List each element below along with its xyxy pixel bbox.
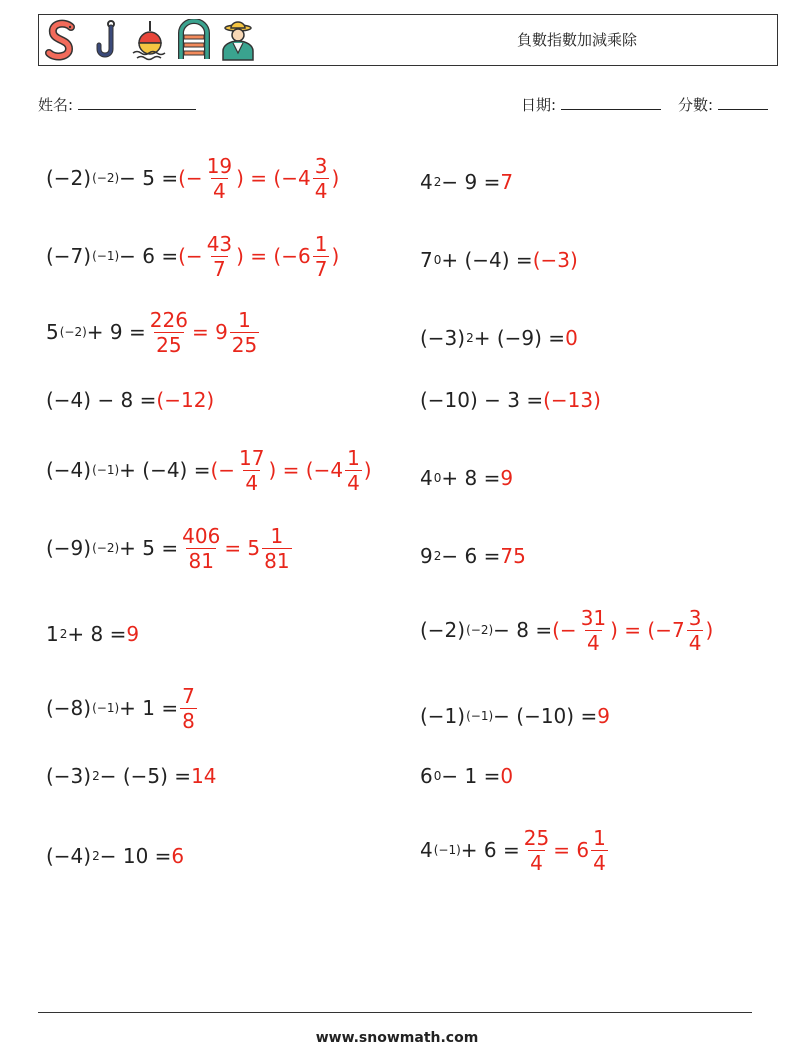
exponent: (−2) <box>92 171 120 185</box>
fraction-numerator: 406 <box>182 523 221 548</box>
expression-text: + (−4) = <box>441 248 533 272</box>
exponent: 2 <box>433 549 442 563</box>
fraction-denominator: 7 <box>314 256 328 281</box>
score-label: 分數: <box>678 96 714 114</box>
fraction-numerator: 226 <box>149 307 188 332</box>
answer-text: = 6 <box>553 838 590 862</box>
problem-left-9 <box>46 746 217 806</box>
problem-right-1 <box>420 152 513 212</box>
answer-text: ) = (−7 <box>610 618 685 642</box>
expression-text: + 8 = <box>67 622 127 646</box>
expression-text: (−4) <box>46 844 92 868</box>
answer-fraction <box>522 825 551 875</box>
fraction-numerator: 3 <box>688 605 702 630</box>
exponent: (−1) <box>433 843 461 857</box>
fraction-numerator: 1 <box>347 445 360 470</box>
exponent: (−1) <box>92 249 120 263</box>
answer-fraction <box>180 683 197 733</box>
expression-text: − 8 = <box>493 618 553 642</box>
expression-text: (−8) <box>46 696 92 720</box>
problem-left-6 <box>46 518 294 578</box>
answer-text: 9 <box>597 704 610 728</box>
fraction-numerator: 1 <box>238 307 251 332</box>
expression-text: 4 <box>420 170 433 194</box>
worksheet-title: 負數指數加減乘除 <box>517 31 638 49</box>
problem-right-3 <box>420 308 578 368</box>
exponent: 0 <box>433 471 442 485</box>
problem-left-4 <box>46 370 214 430</box>
answer-text: 14 <box>191 764 217 788</box>
expression-text: + 6 = <box>460 838 520 862</box>
answer-text: (− <box>178 244 203 268</box>
date-label: 日期: <box>521 96 557 114</box>
answer-text: = 9 <box>191 320 228 344</box>
fraction-denominator: 4 <box>593 850 606 875</box>
answer-text: (−13) <box>543 388 601 412</box>
problem-right-6 <box>420 526 526 586</box>
expression-text: + 5 = <box>119 536 179 560</box>
exponent: 2 <box>433 175 442 189</box>
problem-left-5 <box>46 440 372 500</box>
fraction-numerator: 1 <box>314 231 328 256</box>
fraction-numerator: 31 <box>580 605 607 630</box>
fraction-denominator: 25 <box>156 332 182 357</box>
fraction-denominator: 8 <box>182 708 195 733</box>
exponent: 2 <box>59 627 68 641</box>
exponent: (−1) <box>466 709 494 723</box>
problem-right-10 <box>420 820 610 880</box>
answer-fraction <box>591 825 608 875</box>
exponent: 2 <box>92 769 100 783</box>
fraction-denominator: 25 <box>231 332 258 357</box>
answer-fraction <box>345 445 362 495</box>
answer-text: = 5 <box>224 536 261 560</box>
answer-text: 0 <box>500 764 514 788</box>
footer-website: www.snowmath.com <box>315 1030 479 1046</box>
expression-text: (−3) <box>46 764 92 788</box>
answer-text: 75 <box>500 544 526 568</box>
expression-text: (−1) <box>420 704 466 728</box>
fraction-numerator: 25 <box>523 825 550 850</box>
fishing-float-icon <box>131 19 169 61</box>
fraction-numerator: 3 <box>314 153 328 178</box>
answer-text: 0 <box>565 326 578 350</box>
expression-text: (−2) <box>420 618 466 642</box>
answer-text: ) <box>363 458 372 482</box>
answer-fraction <box>262 523 291 573</box>
answer-text: ) = (−4 <box>236 166 311 190</box>
fraction-denominator: 4 <box>587 630 600 655</box>
fisherman-icon <box>219 19 257 61</box>
fraction-denominator: 4 <box>245 470 259 495</box>
answer-text: (−3) <box>532 248 578 272</box>
expression-text: (−10) − 3 = <box>420 388 544 412</box>
footer-divider <box>38 1012 752 1013</box>
fraction-numerator: 1 <box>593 825 606 850</box>
name-blank <box>78 95 196 110</box>
header-icons <box>43 19 257 63</box>
date-blank <box>561 95 661 110</box>
expression-text: + (−9) = <box>473 326 566 350</box>
expression-text: + 8 = <box>441 466 501 490</box>
fraction-denominator: 81 <box>264 548 290 573</box>
answer-fraction <box>579 605 608 655</box>
worksheet-header <box>38 14 778 66</box>
problem-right-7 <box>420 600 713 660</box>
expression-text: + 1 = <box>119 696 179 720</box>
fraction-denominator: 4 <box>314 178 328 203</box>
ladder-icon <box>175 19 213 61</box>
fraction-numerator: 19 <box>206 153 233 178</box>
problem-right-5 <box>420 448 513 508</box>
expression-text: − 1 = <box>441 764 501 788</box>
expression-text: 4 <box>420 466 433 490</box>
expression-text: (−3) <box>420 326 466 350</box>
problem-right-4 <box>420 370 601 430</box>
fraction-numerator: 43 <box>206 231 233 256</box>
expression-text: 7 <box>420 248 433 272</box>
expression-text: − 9 = <box>441 170 501 194</box>
exponent: (−1) <box>92 701 120 715</box>
answer-text: (− <box>178 166 203 190</box>
fraction-denominator: 4 <box>688 630 702 655</box>
expression-text: (−4) <box>46 458 92 482</box>
answer-fraction <box>237 445 266 495</box>
exponent: 0 <box>433 769 442 783</box>
answer-fraction <box>687 605 704 655</box>
expression-text: − 6 = <box>119 244 179 268</box>
exponent: 0 <box>433 253 442 267</box>
expression-text: 6 <box>420 764 433 788</box>
answer-text: ) <box>331 166 340 190</box>
expression-text: 1 <box>46 622 59 646</box>
exponent: (−2) <box>59 325 87 339</box>
answer-text: 9 <box>126 622 140 646</box>
answer-fraction <box>230 307 259 357</box>
expression-text: − 5 = <box>119 166 179 190</box>
exponent: 2 <box>92 849 100 863</box>
problem-left-3 <box>46 302 261 362</box>
exponent: (−2) <box>92 541 120 555</box>
fraction-denominator: 4 <box>530 850 543 875</box>
expression-text: − (−5) = <box>99 764 192 788</box>
answer-fraction <box>313 153 330 203</box>
answer-text: ) = (−6 <box>236 244 311 268</box>
expression-text: − (−10) = <box>493 704 598 728</box>
answer-fraction <box>205 153 234 203</box>
expression-text: − 6 = <box>441 544 501 568</box>
problem-left-7 <box>46 604 139 664</box>
answer-fraction <box>205 231 234 281</box>
exponent: 2 <box>466 331 474 345</box>
problem-right-9 <box>420 746 513 806</box>
problem-left-2 <box>46 226 339 286</box>
answer-text: (− <box>552 618 577 642</box>
score-field <box>678 94 768 115</box>
expression-text: (−9) <box>46 536 92 560</box>
answer-fraction <box>148 307 190 357</box>
worm-icon <box>43 19 81 61</box>
expression-text: 4 <box>420 838 433 862</box>
expression-text: − 10 = <box>99 844 172 868</box>
expression-text: (−7) <box>46 244 92 268</box>
problem-left-10 <box>46 826 184 886</box>
fraction-numerator: 1 <box>270 523 284 548</box>
answer-text: ) <box>705 618 714 642</box>
fraction-numerator: 7 <box>182 683 195 708</box>
fraction-denominator: 4 <box>347 470 360 495</box>
answer-fraction <box>313 231 330 281</box>
answer-text: 9 <box>500 466 514 490</box>
fraction-denominator: 7 <box>213 256 226 281</box>
problem-left-1 <box>46 148 339 208</box>
exponent: (−2) <box>466 623 494 637</box>
date-field <box>521 94 661 115</box>
answer-fraction <box>180 523 222 573</box>
fraction-denominator: 81 <box>188 548 214 573</box>
expression-text: + (−4) = <box>119 458 211 482</box>
name-label: 姓名: <box>38 96 74 114</box>
expression-text: + 9 = <box>86 320 146 344</box>
fishing-hook-icon <box>87 19 125 61</box>
expression-text: 9 <box>420 544 433 568</box>
answer-text: 6 <box>171 844 185 868</box>
exponent: (−1) <box>92 463 120 477</box>
problem-right-8 <box>420 686 610 746</box>
answer-text: 7 <box>500 170 514 194</box>
fraction-numerator: 17 <box>239 445 265 470</box>
expression-text: 5 <box>46 320 59 344</box>
answer-text: (− <box>210 458 236 482</box>
problem-left-8 <box>46 678 199 738</box>
name-field <box>38 94 196 115</box>
problem-right-2 <box>420 230 578 290</box>
answer-text: (−12) <box>156 388 215 412</box>
score-blank <box>718 95 768 110</box>
expression-text: (−4) − 8 = <box>46 388 157 412</box>
answer-text: ) <box>331 244 340 268</box>
expression-text: (−2) <box>46 166 92 190</box>
answer-text: ) = (−4 <box>268 458 344 482</box>
fraction-denominator: 4 <box>213 178 226 203</box>
